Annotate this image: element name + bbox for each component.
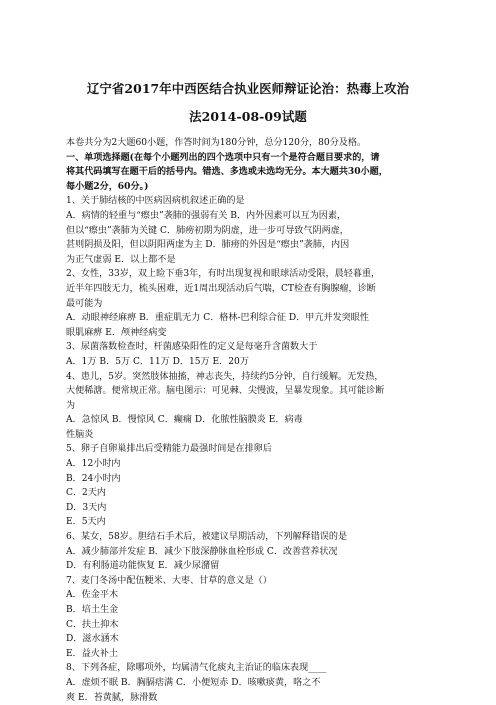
question-text-line: 7、麦门冬汤中配伍粳米、大枣、甘草的意义是（）: [66, 575, 272, 586]
question-text-line: 6、某女，58岁。胆结石手术后，被建议早期活动，下列解释错误的是: [66, 532, 348, 543]
section-heading-line: 每小题2分，60分。): [66, 180, 149, 192]
question-text-line: D．有利肠道功能恢复 E．减少尿潴留: [66, 561, 220, 572]
question-text-line: 3、尿菌落数检查时，杆菌感染阳性的定义是每毫升含菌数大于: [66, 342, 318, 353]
question-text-line: A．急惊风 B．慢惊风 C．癫痫 D．化脓性脑膜炎 E．病毒: [66, 415, 303, 426]
question-text-line: A．12小时内: [66, 459, 121, 470]
question-text-line: C．扶土抑木: [66, 619, 119, 630]
question-text-line: D．滋水涵木: [66, 634, 119, 645]
question-text-line: 1、关于肺结核的中医病因病机叙述正确的是: [66, 196, 245, 207]
question-text-line: 最可能为: [66, 298, 103, 309]
question-text-line: A．病情的轻重与“瘵虫”袭肺的强弱有关 B．内外因素可以互为因素，: [66, 210, 347, 221]
question-text-line: 大便稀溏。便常规正常。脑电图示：可见棘、尖慢波，呈暴发现象。其可能诊断: [66, 386, 385, 397]
question-text-line: A．虚烦不眠 B．胸膈痞满 C．小便短赤 D．咳嗽痰黄，咯之不: [66, 677, 321, 688]
section-heading-line: 一、单项选择题(在每个小题列出的四个选项中只有一个是符合题目要求的，请: [66, 151, 380, 163]
question-text-line: E．益火补土: [66, 648, 119, 659]
question-text-line: E．5天内: [66, 517, 106, 528]
question-text-line: 甚则阴损及阳，但以阴阳两虚为主 D．肺痨的外因是“瘵虫”袭肺，内因: [66, 240, 350, 251]
question-text-line: 为: [66, 400, 76, 411]
question-text-line: A．1万 B．5万 C．11万 D．15万 E．20万: [66, 356, 249, 367]
question-text-line: 爽 E．苔黄腻，脉滑数: [66, 692, 158, 703]
question-text-line: C．2天内: [66, 488, 107, 499]
document-title-line-1: 辽宁省2017年中西医结合执业医师辩证论治：热毒上攻治: [86, 81, 410, 96]
question-text-line: 4、患儿，5岁。突然肢体抽搐，神志丧失，持续约5分钟，自行缓解。无发热，: [66, 371, 384, 382]
question-text-line: 为正气虚弱 E．以上都不是: [66, 254, 176, 265]
question-text-line: A．减少肺部并发症 B．减少下肢深静脉血栓形成 C．改善营养状况: [66, 546, 338, 557]
question-text-line: 5、卵子自卵巢排出后受精能力最强时间是在排卵后: [66, 444, 272, 455]
question-text-line: A．佐金平木: [66, 590, 119, 601]
question-text-line: 性脑炎: [66, 429, 94, 440]
question-text-line: B．培土生金: [66, 605, 119, 615]
exam-info: 本卷共分为2大题60小题，作答时间为180分钟，总分120分，80分及格。: [66, 138, 367, 148]
question-text-line: B．24小时内: [66, 473, 121, 484]
section-heading-line: 将其代码填写在题干后的括号内。错选、多选或未选均无分。本大题共30小题，: [66, 166, 388, 178]
question-text-line: 近半年四肢无力，梳头困难，近1周出现活动后气喘，CT检查有胸腺瘤，诊断: [66, 283, 376, 294]
question-text-line: 2、女性，33岁，双上睑下垂3年，有时出现复视和眼球活动受限，晨轻暮重，: [66, 269, 381, 280]
question-text-line: D．3天内: [66, 502, 107, 513]
document-page: [66, 76, 430, 705]
question-text-line: A．动眼神经麻痹 B．重症肌无力 C．格林-巴利综合征 D．甲亢并发突眼性: [66, 313, 369, 324]
question-list: [66, 194, 430, 705]
question-text-line: 但以“瘵虫”袭肺为关键 C．肺痨初期为阴虚，进一步可导致气阴两虚，: [66, 225, 349, 236]
question-text-line: 眼肌麻痹 E．颅神经病变: [66, 327, 167, 338]
document-title-line-2: 法2014-08-09试题: [189, 109, 307, 124]
question-text-line: 8、下列各症，除哪项外，均属清气化痰丸主治证的临床表现____: [66, 663, 327, 674]
